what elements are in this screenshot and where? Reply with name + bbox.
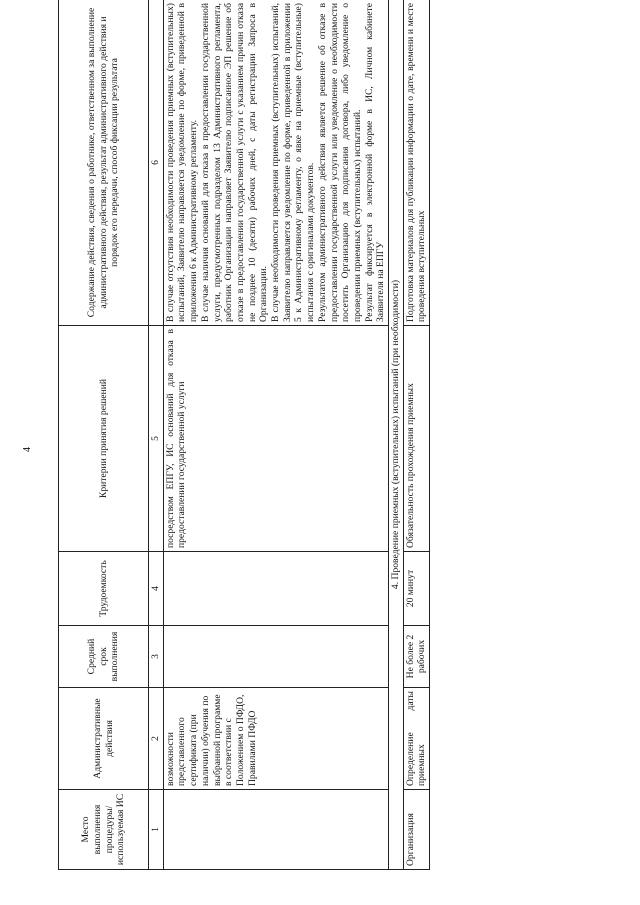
row2-labor: 20 минут [403,552,429,626]
rotated-landscape-page [58,0,620,870]
header-place: Место выполнения процедуры/ используемая ИС [59,790,149,870]
header-criteria: Критерии принятия решений [59,326,149,552]
column-number-row [149,0,164,870]
table-row [163,0,388,870]
row1-term [163,626,388,688]
row2-term: Не более 2 рабочих [403,626,429,688]
content-paragraph: В случае наличия оснований для отказа в предоставлении государственной услуги, предусмотренных подразделом 13 Административного регламента, работник Организации направляет Заявителю подписанное ЭП решение об отказе в предоставлении государственной услуги с указанием причин отказа не позднее 10 (десяти) рабочих дней, с даты регистрации Запроса в Организации. [199,3,270,322]
row2-content: Подготовка материалов для публикации информации о дате, времени и месте проведения вступительных [403,0,429,326]
content-paragraph: В случае необходимости проведения приемных (вступительных) испытаний, Заявителю направляется уведомление по форме, приведенной в приложении 5 к Административному регламенту, о явке на приемные (вступительные) испытания с оригиналами документов. [270,3,317,322]
content-paragraph: Результат фиксируется в электронной форме в ИС, Личном кабинете Заявителя на ЕПГУ [363,3,387,322]
header-actions: Административные действия [59,688,149,790]
col-num-5: 5 [149,326,164,552]
content-paragraph: В случае отсутствия необходимости проведения приемных (вступительных) испытаний, Заявителю направляется уведомление по форме, приведенной в приложении 6 к Административному регламенту. [164,3,200,322]
row2-actions: Определение даты приемных [403,688,429,790]
section-title: 4. Проведение приемных (вступительных) испытаний (при необходимости) [389,0,404,870]
section-row [389,0,404,870]
col-num-4: 4 [149,552,164,626]
row1-criteria: посредством ЕПГУ, ИС оснований для отказа в предоставлении государственной услуги [163,326,388,552]
row2-place: Организация [403,790,429,870]
header-term: Средний срок выполнения [59,626,149,688]
page-number: 4 [22,447,33,452]
procedure-table [58,0,430,870]
col-num-2: 2 [149,688,164,790]
row1-labor [163,552,388,626]
row1-place [163,790,388,870]
header-row [59,0,149,870]
row1-actions: возможности представленного сертификата (при наличии) обучения по выбранной программе в соответствии с Положением о ПФДО, Правилами ПФДО [163,688,388,790]
col-num-3: 3 [149,626,164,688]
header-content: Содержание действия, сведения о работнике, ответственном за выполнение административного действия, результат административного действия и порядок его передачи, способ фиксации результата [59,0,149,326]
table-row [403,0,429,870]
header-labor: Трудоемкость [59,552,149,626]
row1-content [163,0,388,326]
col-num-6: 6 [149,0,164,326]
content-paragraph: Результатом административного действия является решение об отказе в предоставлении государственной услуги или уведомление о необходимости посетить Организацию для подписания договора, либо уведомление о проведении приемных (вступительных) испытаний. [316,3,363,322]
row2-criteria: Обязательность прохождения приемных [403,326,429,552]
col-num-1: 1 [149,790,164,870]
